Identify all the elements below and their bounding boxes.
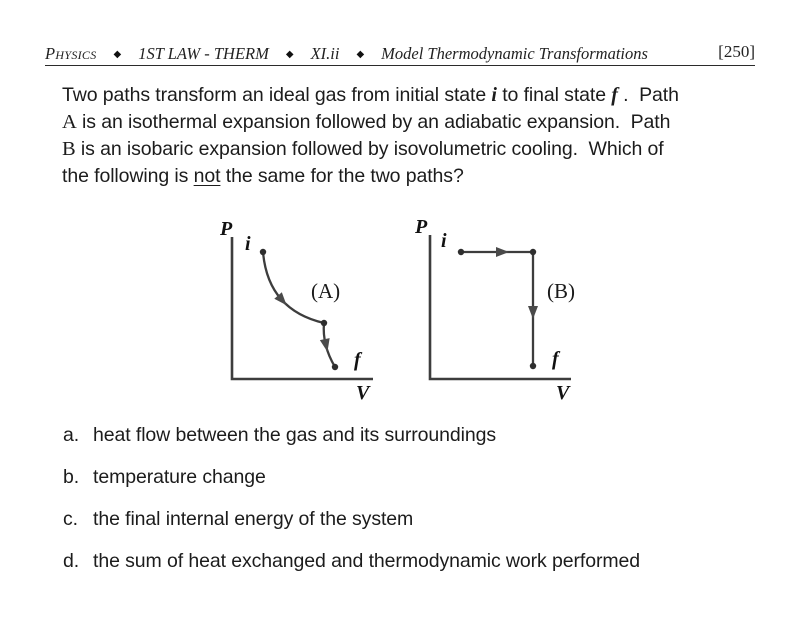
choice-text: the sum of heat exchanged and thermodynamic work performed <box>93 550 640 572</box>
axes <box>232 237 373 379</box>
final-state-label: f <box>354 349 361 371</box>
topic-label: Model Thermodynamic Transformations <box>381 44 648 63</box>
choice-b <box>63 464 640 491</box>
question-segment: the following is <box>62 165 194 187</box>
initial-state-label: i <box>245 233 251 255</box>
variable-f: f <box>611 84 618 106</box>
header <box>45 44 755 64</box>
y-axis-label: P <box>415 216 428 238</box>
pv-diagram-a <box>215 212 385 404</box>
state-point-f <box>332 364 338 370</box>
answer-choices <box>63 422 640 590</box>
choice-d <box>63 548 640 575</box>
choice-letter: b. <box>63 466 80 488</box>
question-segment: Two paths transform an ideal gas from initial state <box>62 84 492 106</box>
axes <box>430 235 571 379</box>
path-b-label: (B) <box>547 279 575 303</box>
diamond-separator-icon: ◆ <box>285 49 294 60</box>
choice-letter: a. <box>63 424 80 446</box>
variable-i: i <box>491 84 497 106</box>
choice-c <box>63 506 640 533</box>
pv-diagram-b <box>410 212 582 404</box>
course-label: Physics <box>45 44 97 63</box>
state-point-mid <box>321 320 327 326</box>
arrow-head <box>320 338 332 353</box>
final-state-label: f <box>552 348 559 370</box>
section-label: XI.ii <box>310 44 340 63</box>
question-line-2 <box>62 109 762 136</box>
choice-letter: c. <box>63 508 78 530</box>
header-rule <box>45 65 755 66</box>
question-segment: is an isobaric expansion followed by isovolumetric cooling. Which of <box>75 138 664 160</box>
choice-text: heat flow between the gas and its surroundings <box>93 424 496 446</box>
question-text <box>62 82 762 190</box>
choice-text: temperature change <box>93 466 266 488</box>
question-segment: the same for the two paths? <box>220 165 464 187</box>
state-point-corner <box>530 249 536 255</box>
question-line-1 <box>62 82 762 109</box>
path-a-label: (A) <box>311 279 341 303</box>
diamond-separator-icon: ◆ <box>113 49 122 60</box>
initial-state-label: i <box>441 230 447 252</box>
arrow-head <box>528 306 538 319</box>
state-point-i <box>260 249 266 255</box>
choice-a <box>63 422 640 449</box>
x-axis-label: V <box>356 382 370 404</box>
question-segment: is an isothermal expansion followed by an adiabatic expansion. Path <box>76 111 671 133</box>
unit-label: 1ST LAW - THERM <box>138 44 269 63</box>
diamond-separator-icon: ◆ <box>356 49 365 60</box>
path-b-name: B <box>62 138 76 160</box>
y-axis-label: P <box>220 218 233 240</box>
question-line-3 <box>62 136 762 163</box>
x-axis-label: V <box>556 382 570 404</box>
question-segment: . Path <box>617 84 679 106</box>
question-line-4 <box>62 163 762 190</box>
path-a-name: A <box>62 111 77 133</box>
question-segment: to final state <box>496 84 612 106</box>
underlined-not: not <box>193 165 221 187</box>
choice-text: the final internal energy of the system <box>93 508 414 530</box>
arrow-head <box>496 247 509 257</box>
page-number: [250] <box>718 42 755 61</box>
choice-letter: d. <box>63 550 80 572</box>
state-point-i <box>458 249 464 255</box>
state-point-f <box>530 363 536 369</box>
